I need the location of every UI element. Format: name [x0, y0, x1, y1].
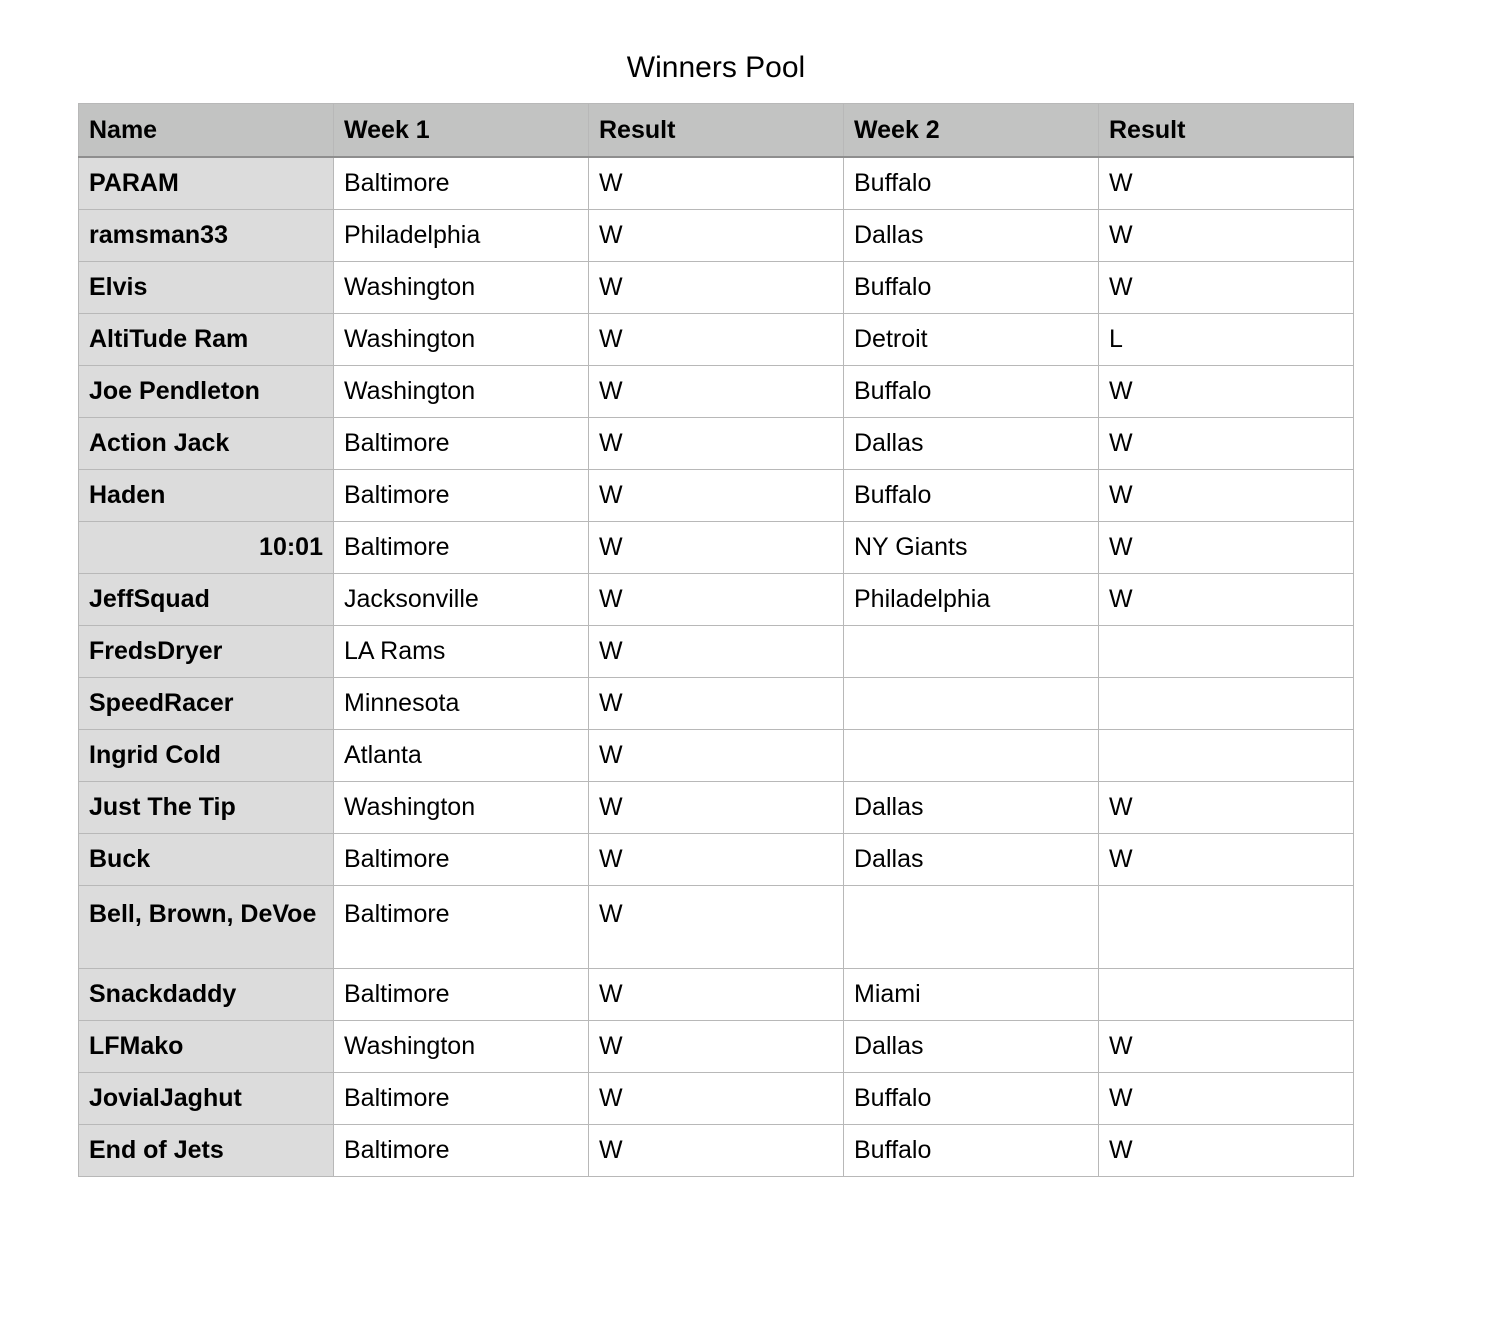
table-row	[79, 1124, 1354, 1176]
cell-name: 10:01	[79, 521, 334, 573]
cell-week-1: Baltimore	[334, 469, 589, 521]
cell-week-1: Baltimore	[334, 1124, 589, 1176]
cell-name: Ingrid Cold	[79, 729, 334, 781]
cell-week-2: Buffalo	[844, 261, 1099, 313]
table-row	[79, 313, 1354, 365]
cell-result-2: W	[1099, 1124, 1354, 1176]
cell-result-1: W	[589, 1072, 844, 1124]
cell-result-1: W	[589, 365, 844, 417]
table-body	[79, 157, 1354, 1176]
table-row	[79, 417, 1354, 469]
cell-result-2: L	[1099, 313, 1354, 365]
header-week-2: Week 2	[844, 104, 1099, 158]
cell-week-2: Miami	[844, 968, 1099, 1020]
header-result-2: Result	[1099, 104, 1354, 158]
cell-week-1: Minnesota	[334, 677, 589, 729]
cell-week-2	[844, 729, 1099, 781]
cell-week-1: Jacksonville	[334, 573, 589, 625]
header-result-1: Result	[589, 104, 844, 158]
table-header	[79, 104, 1354, 158]
cell-result-1: W	[589, 573, 844, 625]
table-row	[79, 261, 1354, 313]
cell-result-2	[1099, 625, 1354, 677]
cell-week-1: Baltimore	[334, 833, 589, 885]
table-row	[79, 573, 1354, 625]
cell-name: Snackdaddy	[79, 968, 334, 1020]
table-row	[79, 833, 1354, 885]
cell-result-2	[1099, 968, 1354, 1020]
cell-week-2: Buffalo	[844, 469, 1099, 521]
cell-week-1: LA Rams	[334, 625, 589, 677]
cell-result-2: W	[1099, 365, 1354, 417]
winners-pool-table	[78, 103, 1354, 1177]
table-row	[79, 521, 1354, 573]
table-row	[79, 209, 1354, 261]
cell-result-2: W	[1099, 261, 1354, 313]
cell-week-1: Baltimore	[334, 417, 589, 469]
cell-result-2: W	[1099, 1072, 1354, 1124]
cell-result-1: W	[589, 885, 844, 968]
cell-week-2: Dallas	[844, 833, 1099, 885]
cell-week-1: Baltimore	[334, 885, 589, 968]
table-row	[79, 781, 1354, 833]
cell-week-2: Dallas	[844, 1020, 1099, 1072]
cell-result-1: W	[589, 469, 844, 521]
cell-week-1: Washington	[334, 1020, 589, 1072]
table-row	[79, 968, 1354, 1020]
cell-week-2	[844, 625, 1099, 677]
cell-result-1: W	[589, 521, 844, 573]
cell-name: FredsDryer	[79, 625, 334, 677]
cell-name: Joe Pendleton	[79, 365, 334, 417]
header-name: Name	[79, 104, 334, 158]
cell-name: AltiTude Ram	[79, 313, 334, 365]
header-week-1: Week 1	[334, 104, 589, 158]
cell-result-2: W	[1099, 1020, 1354, 1072]
table-row	[79, 469, 1354, 521]
cell-result-2: W	[1099, 573, 1354, 625]
cell-week-2: Dallas	[844, 417, 1099, 469]
cell-week-1: Washington	[334, 261, 589, 313]
cell-result-2: W	[1099, 781, 1354, 833]
header-row	[79, 104, 1354, 158]
cell-name: JovialJaghut	[79, 1072, 334, 1124]
cell-name: JeffSquad	[79, 573, 334, 625]
cell-week-1: Baltimore	[334, 1072, 589, 1124]
cell-week-1: Washington	[334, 781, 589, 833]
cell-week-2: Buffalo	[844, 365, 1099, 417]
cell-week-1: Baltimore	[334, 521, 589, 573]
cell-name: End of Jets	[79, 1124, 334, 1176]
cell-name: Action Jack	[79, 417, 334, 469]
table-row	[79, 729, 1354, 781]
cell-week-1: Philadelphia	[334, 209, 589, 261]
cell-week-1: Baltimore	[334, 157, 589, 209]
table-row	[79, 677, 1354, 729]
cell-name: SpeedRacer	[79, 677, 334, 729]
cell-result-2: W	[1099, 833, 1354, 885]
cell-result-1: W	[589, 833, 844, 885]
cell-week-2: Philadelphia	[844, 573, 1099, 625]
cell-name: Buck	[79, 833, 334, 885]
cell-result-1: W	[589, 313, 844, 365]
cell-week-2: Buffalo	[844, 1072, 1099, 1124]
cell-result-2: W	[1099, 469, 1354, 521]
cell-result-1: W	[589, 729, 844, 781]
cell-result-2	[1099, 885, 1354, 968]
cell-week-2: Dallas	[844, 209, 1099, 261]
table-row	[79, 365, 1354, 417]
cell-result-2: W	[1099, 521, 1354, 573]
cell-result-1: W	[589, 968, 844, 1020]
cell-name: Bell, Brown, DeVoe	[79, 885, 334, 968]
table-row	[79, 1020, 1354, 1072]
cell-week-1: Washington	[334, 313, 589, 365]
cell-week-2: Buffalo	[844, 157, 1099, 209]
cell-result-2: W	[1099, 417, 1354, 469]
cell-week-1: Atlanta	[334, 729, 589, 781]
cell-week-1: Baltimore	[334, 968, 589, 1020]
cell-week-2: Dallas	[844, 781, 1099, 833]
cell-name: ramsman33	[79, 209, 334, 261]
cell-result-1: W	[589, 209, 844, 261]
cell-result-1: W	[589, 261, 844, 313]
cell-week-2: Detroit	[844, 313, 1099, 365]
cell-week-1: Washington	[334, 365, 589, 417]
cell-result-2	[1099, 677, 1354, 729]
cell-result-1: W	[589, 781, 844, 833]
page-title: Winners Pool	[626, 51, 806, 84]
cell-result-2: W	[1099, 157, 1354, 209]
table-row	[79, 1072, 1354, 1124]
cell-result-2	[1099, 729, 1354, 781]
cell-name: Elvis	[79, 261, 334, 313]
cell-result-1: W	[589, 1020, 844, 1072]
table-row	[79, 885, 1354, 968]
cell-result-2: W	[1099, 209, 1354, 261]
cell-result-1: W	[589, 625, 844, 677]
cell-week-2	[844, 677, 1099, 729]
table-row	[79, 157, 1354, 209]
cell-week-2: Buffalo	[844, 1124, 1099, 1176]
cell-week-2: NY Giants	[844, 521, 1099, 573]
cell-result-1: W	[589, 677, 844, 729]
cell-name: PARAM	[79, 157, 334, 209]
cell-name: LFMako	[79, 1020, 334, 1072]
cell-result-1: W	[589, 417, 844, 469]
table-row	[79, 625, 1354, 677]
cell-name: Haden	[79, 469, 334, 521]
cell-week-2	[844, 885, 1099, 968]
cell-result-1: W	[589, 1124, 844, 1176]
cell-result-1: W	[589, 157, 844, 209]
cell-name: Just The Tip	[79, 781, 334, 833]
